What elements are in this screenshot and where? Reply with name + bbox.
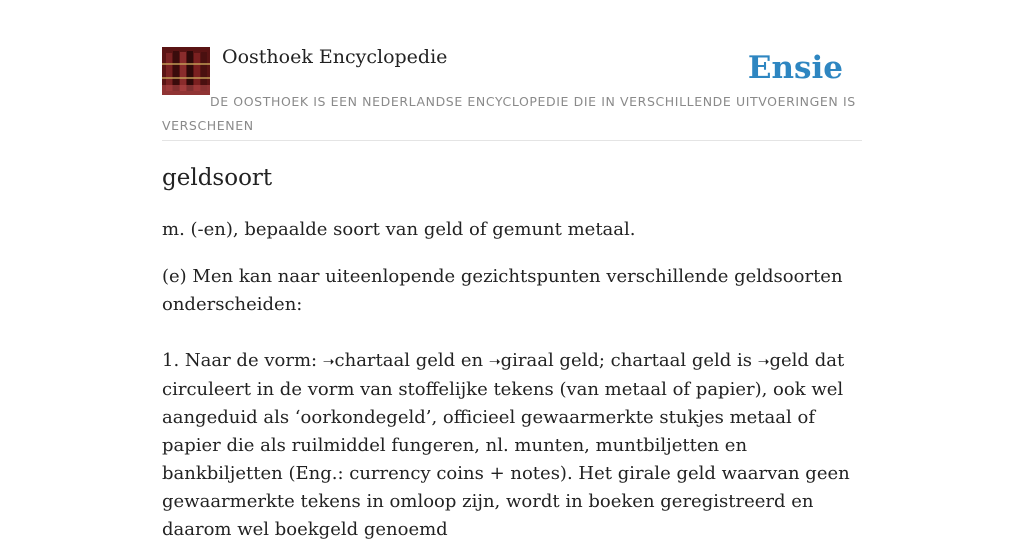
ensie-logo-link[interactable]: Ensie [747, 50, 843, 86]
site-tagline: DE OOSTHOEK IS EEN NEDERLANDSE ENCYCLOPEDIE DIE IN VERSCHILLENDE UITVOERINGEN IS VERSCHENEN [162, 94, 856, 133]
link-geld[interactable] [758, 350, 809, 371]
body-prefix: 1. Naar de vorm: [162, 350, 323, 371]
body-text: en [455, 350, 489, 371]
intro-text: (e) Men kan naar uiteenlopende gezichtspunten verschillende geldsoorten onderscheiden: [162, 266, 843, 315]
body-text: dat circuleert in de vorm van stoffelijke tekens (van metaal of papier), ook wel aangeduid als ‘oorkondegeld’, officieel gewaarmerkte stukjes metaal of papier die als ruilmiddel fungeren, nl. munten, muntbiljetten en bankbiljetten (Eng.: currency coins + notes). Het girale geld waarvan geen gewaarmerkte tekens in omloop zijn, wordt in boeken geregistreerd en daarom wel boekgeld genoemd [162, 350, 850, 540]
link-giraal-geld[interactable] [489, 350, 599, 371]
page-title: geldsoort [162, 165, 273, 191]
site-name-link[interactable]: Oosthoek Encyclopedie [222, 46, 448, 68]
link-label: chartaal geld [334, 350, 456, 371]
encyclopedia-avatar-icon[interactable] [162, 47, 210, 95]
article [162, 160, 852, 544]
article-body [162, 347, 852, 544]
body-text: ; chartaal geld is [598, 350, 758, 371]
link-arrow-icon: ➝ [488, 354, 501, 370]
link-label: geld [769, 350, 809, 371]
definition-text: m. (-en), bepaalde soort van geld of gemunt metaal. [162, 219, 636, 240]
books-icon [162, 47, 210, 95]
site-header [162, 46, 862, 141]
link-chartaal-geld[interactable] [323, 350, 455, 371]
link-arrow-icon: ➝ [757, 354, 770, 370]
link-label: giraal geld [500, 350, 599, 371]
link-arrow-icon: ➝ [322, 354, 335, 370]
